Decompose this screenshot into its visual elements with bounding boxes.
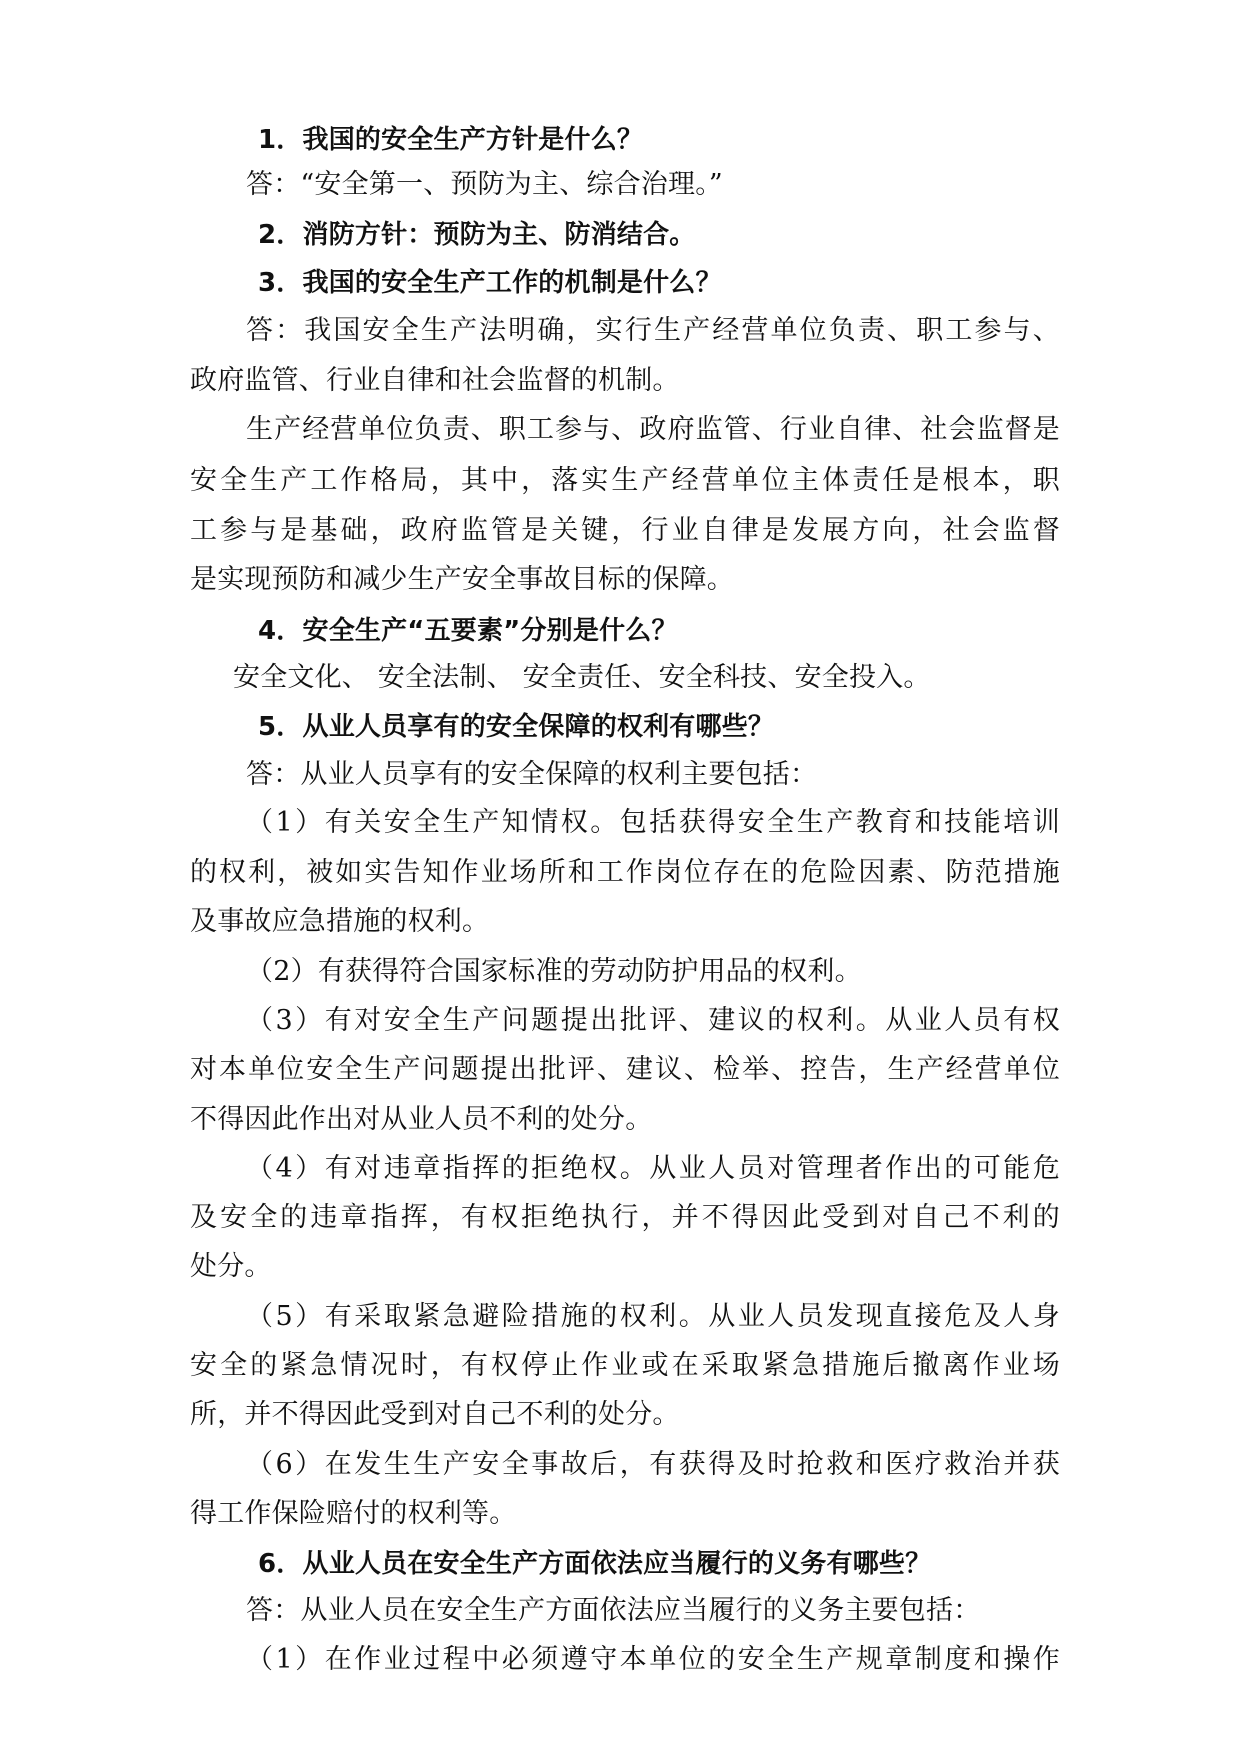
- right-6-line-2: 得工作保险赔付的权利等。: [190, 1498, 517, 1529]
- right-3-line-3: 不得因此作出对从业人员不利的处分。: [190, 1104, 653, 1135]
- right-5-line-2: 安全的紧急情况时，有权停止作业或在采取紧急措施后撤离作业场: [190, 1350, 1060, 1381]
- duty-1-line-1: （1）在作业过程中必须遵守本单位的安全生产规章制度和操作: [246, 1644, 1060, 1675]
- answer-4-text: 安全文化、 安全法制、 安全责任、安全科技、安全投入。: [233, 662, 931, 693]
- right-6-line-1: （6）在发生生产安全事故后，有获得及时抢救和医疗救治并获: [246, 1449, 1060, 1480]
- question-2-heading: 2．消防方针：预防为主、防消结合。: [258, 220, 696, 250]
- answer-3-line-1: 答：我国安全生产法明确，实行生产经营单位负责、职工参与、: [246, 315, 1060, 346]
- right-1-line-3: 及事故应急措施的权利。: [190, 906, 490, 937]
- paragraph-line-3: 工参与是基础，政府监管是关键，行业自律是发展方向，社会监督: [190, 515, 1060, 546]
- right-1-line-2: 的权利，被如实告知作业场所和工作岗位存在的危险因素、防范措施: [190, 857, 1060, 888]
- answer-1-text: 答：“安全第一、预防为主、综合治理。”: [246, 169, 723, 200]
- right-3-line-1: （3）有对安全生产问题提出批评、建议的权利。从业人员有权: [246, 1005, 1060, 1036]
- right-4-line-2: 及安全的违章指挥，有权拒绝执行，并不得因此受到对自己不利的: [190, 1202, 1060, 1233]
- paragraph-line-2: 安全生产工作格局，其中，落实生产经营单位主体责任是根本，职: [190, 465, 1060, 496]
- question-5-heading: 5．从业人员享有的安全保障的权利有哪些？: [258, 712, 775, 742]
- right-5-line-3: 所，并不得因此受到对自己不利的处分。: [190, 1399, 680, 1430]
- answer-3-line-2: 政府监管、行业自律和社会监督的机制。: [190, 365, 680, 396]
- right-2-line-1: （2）有获得符合国家标准的劳动防护用品的权利。: [246, 956, 862, 987]
- question-3-heading: 3．我国的安全生产工作的机制是什么？: [258, 268, 722, 298]
- question-4-heading: 4．安全生产“五要素”分别是什么？: [258, 616, 678, 646]
- right-4-line-3: 处分。: [190, 1251, 272, 1282]
- right-1-line-1: （1）有关安全生产知情权。包括获得安全生产教育和技能培训: [246, 807, 1060, 838]
- right-3-line-2: 对本单位安全生产问题提出批评、建议、检举、控告，生产经营单位: [190, 1054, 1060, 1085]
- question-6-heading: 6．从业人员在安全生产方面依法应当履行的义务有哪些？: [258, 1549, 932, 1579]
- paragraph-line-1: 生产经营单位负责、职工参与、政府监管、行业自律、社会监督是: [246, 414, 1060, 445]
- answer-6-intro: 答：从业人员在安全生产方面依法应当履行的义务主要包括：: [246, 1595, 981, 1626]
- right-5-line-1: （5）有采取紧急避险措施的权利。从业人员发现直接危及人身: [246, 1301, 1060, 1332]
- question-1-heading: 1．我国的安全生产方针是什么？: [258, 125, 644, 155]
- paragraph-line-4: 是实现预防和减少生产安全事故目标的保障。: [190, 564, 734, 595]
- answer-5-intro: 答：从业人员享有的安全保障的权利主要包括：: [246, 759, 818, 790]
- right-4-line-1: （4）有对违章指挥的拒绝权。从业人员对管理者作出的可能危: [246, 1153, 1060, 1184]
